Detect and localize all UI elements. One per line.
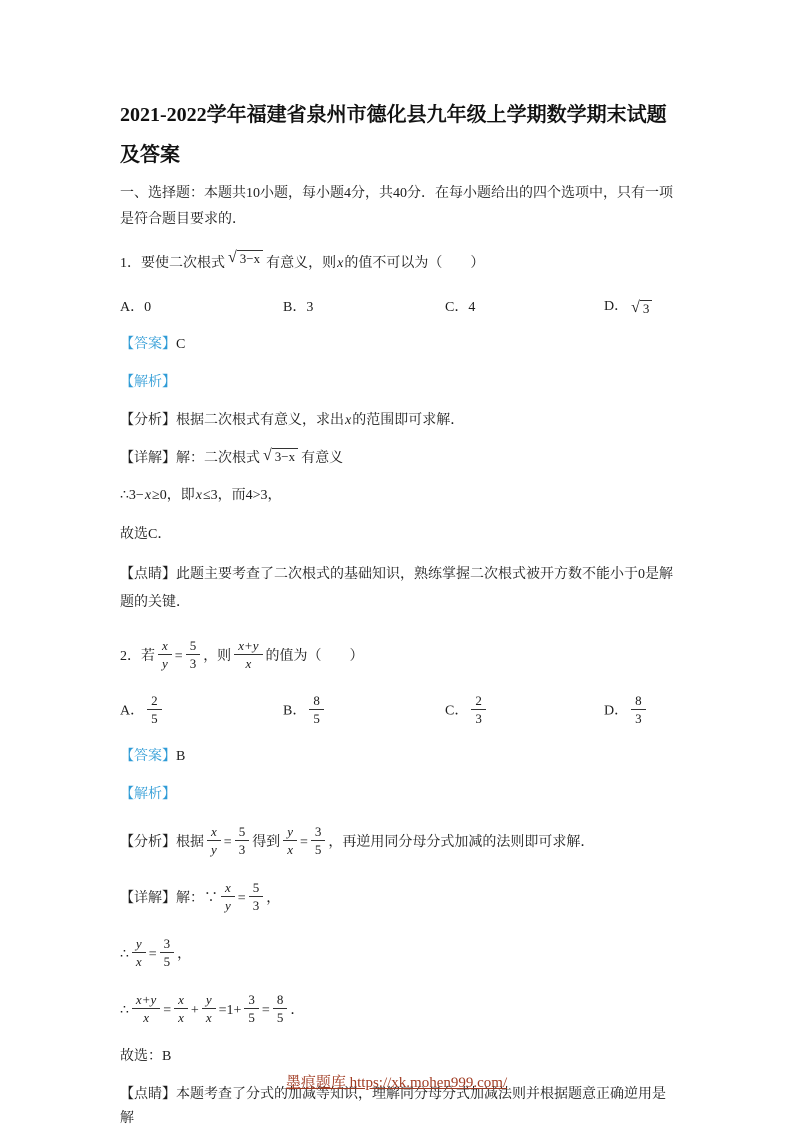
q1-option-c [445,296,604,316]
frac-3-over-5 [311,824,326,857]
answer-label: 【答案】 [120,749,176,764]
frac-x-plus-y-over-x [132,992,160,1025]
frac-numerator: 8 [273,992,288,1009]
frac-numerator: 3 [160,936,175,953]
frac-denominator: x [143,1010,149,1026]
q1-option-c-value: 4 [468,300,476,315]
frac-numerator: y [202,992,216,1009]
frac-numerator: y [283,824,297,841]
frac-x-over-y [158,638,172,671]
q2-option-b [283,692,445,728]
equals-sign: = [237,891,246,906]
frac-numerator: x [174,992,188,1009]
question-2-options [120,691,675,731]
frac-2-over-3 [471,693,486,726]
q2-fenxi-line [120,823,675,863]
q2-fenxi-post: ，再逆用同分母分式加减的法则即可求解． [328,835,595,850]
frac-numerator: x [207,824,221,841]
section-intro: 一、选择题：本题共10小题，每小题4分，共40分．在每小题给出的四个选项中，只有一项是符合题目要求的． [120,186,673,227]
q1-dianjing: 【点睛】此题主要考查了二次根式的基础知识，熟练掌握二次根式被开方数不能小于0是解题的关键． [120,567,673,610]
equals-sign: = [299,835,308,850]
q2-stem-mid: ，则 [203,649,232,664]
frac-denominator: 5 [151,710,158,726]
frac-denominator: x [245,656,252,672]
variable-x: x [337,256,344,271]
frac-denominator: 5 [314,842,322,858]
frac-3-over-5 [160,936,175,969]
q2-option-d-label: D． [604,703,629,719]
q2-xiangjie-mid: =1+ [218,1003,242,1018]
q2-answer-line [120,745,675,769]
equals-sign: = [261,1003,270,1018]
equals-sign: = [174,649,183,664]
frac-numerator: x [221,880,235,897]
q2-xiangjie-line-3 [120,991,675,1031]
frac-numerator: 2 [147,693,162,710]
frac-denominator: 5 [163,954,171,970]
q2-option-c-label: C． [445,703,469,719]
frac-x-over-y [207,824,221,857]
variable-x: x [345,413,352,428]
q1-jiexi-line [120,371,675,395]
frac-denominator: y [225,898,231,914]
q2-answer-value: B [176,749,186,764]
q2-jiexi-line [120,783,675,807]
frac-5-over-3 [249,880,264,913]
frac-numerator: 5 [249,880,264,897]
q2-option-b-label: B． [283,703,307,719]
equals-sign: = [163,1003,172,1018]
frac-denominator: y [211,842,217,858]
radicand: 3 [640,300,653,317]
frac-y-over-x [132,936,146,969]
frac-denominator: 3 [475,710,482,726]
frac-denominator: 5 [248,1010,255,1026]
q1-guxuan: 故选C． [120,527,172,542]
q1-option-b [283,296,445,316]
frac-numerator: 8 [631,693,646,710]
radicand: 3−x [237,250,263,267]
frac-numerator: y [132,936,146,953]
equals-sign: = [148,947,157,962]
q1-stem-pre: 1．要使二次根式 [120,256,225,271]
q1-option-a-value: 0 [144,300,152,315]
frac-numerator: 8 [309,693,324,710]
q1-xiangjie-pre: 【详解】解：二次根式 [120,451,260,466]
q1-option-c-label: C． [445,300,469,315]
jiexi-label: 【解析】 [120,375,176,390]
q1-fenxi-post: 的范围即可求解． [352,413,465,428]
frac-denominator: 5 [276,1010,284,1026]
frac-denominator: 3 [635,710,642,726]
frac-denominator: 3 [238,842,246,858]
q1-fenxi-line [120,409,675,433]
frac-numerator: 2 [471,693,486,710]
q1-stem-post: 的值不可以为（ ） [344,256,485,271]
sqrt-expression [228,249,263,279]
q1-option-d [604,295,675,317]
frac-denominator: 5 [313,710,320,726]
q1-option-b-label: B． [283,300,307,315]
q1-fenxi-pre: 【分析】根据二次根式有意义，求出 [120,413,344,428]
question-1-stem [120,249,675,279]
q2-xiangjie-pre: 【详解】解：∵ [120,891,218,906]
q1-option-a [120,296,283,316]
q1-math-c: ≥0，即 [152,488,195,503]
frac-2-over-5 [147,693,162,726]
frac-numerator: x+y [132,992,160,1009]
q1-stem-mid: 有意义，则 [266,256,337,271]
q2-option-a [120,692,283,728]
frac-5-over-3 [235,824,250,857]
comma: ， [266,891,281,906]
sqrt-expression [631,299,652,317]
frac-8-over-5 [273,992,288,1025]
frac-numerator: x [158,638,172,655]
q1-deduction-line [120,483,675,509]
frac-denominator: x [178,1010,184,1026]
q1-xiangjie-post: 有意义 [301,451,344,466]
frac-denominator: x [287,842,293,858]
jiexi-label: 【解析】 [120,787,176,802]
q1-math-e: ≤3，而4>3， [202,488,282,503]
radical-sign-icon: √ [228,249,237,266]
q1-dianjing-line [120,561,675,617]
frac-numerator: 3 [244,992,259,1009]
frac-x-over-y [221,880,235,913]
q2-stem-pre: 2．若 [120,649,155,664]
equals-sign: = [223,835,232,850]
q2-guxuan: 故选：B [120,1049,172,1064]
q1-answer-line [120,333,675,357]
question-2-stem [120,639,675,675]
variable-x: x [144,488,152,503]
q1-option-b-value: 3 [306,300,314,315]
therefore-sign: ∴ [120,1003,129,1018]
page-title: 2021-2022学年福建省泉州市德化县九年级上学期数学期末试题及答案 [120,104,667,166]
q2-fenxi-pre: 【分析】根据 [120,835,204,850]
comma: ， [177,947,192,962]
footer-watermark: 墨痕题库 https://xk.mohen999.com/ [285,1075,508,1091]
q1-math-a: ∴3− [120,488,144,503]
radical-sign-icon: √ [631,299,640,316]
therefore-sign: ∴ [120,947,129,962]
frac-y-over-x [202,992,216,1025]
q2-stem-post: 的值为（ ） [265,649,364,664]
q2-dianjing: 【点睛】本题考查了分式的加减等知识，理解同分母分式加减法则并根据题意正确逆用是解 [120,1087,666,1126]
frac-numerator: x+y [234,638,262,655]
frac-x-over-x [174,992,188,1025]
q2-conclusion-line [120,1045,675,1069]
answer-label: 【答案】 [120,337,176,352]
radicand: 3−x [272,448,298,465]
site-footer [0,1071,793,1092]
frac-numerator: 3 [311,824,326,841]
q2-xiangjie-line-1 [120,879,675,919]
frac-y-over-x [283,824,297,857]
radical-sign-icon: √ [263,447,272,464]
frac-denominator: 3 [252,898,260,914]
frac-8-over-5 [309,693,324,726]
q1-option-d-label: D． [604,299,629,314]
frac-8-over-3 [631,693,646,726]
q2-fenxi-mid: 得到 [252,835,281,850]
period: ． [290,1003,305,1018]
frac-denominator: x [135,954,142,970]
frac-numerator: 5 [186,638,201,655]
frac-x-plus-y-over-x [234,638,262,671]
q2-option-c [445,692,604,728]
q1-option-a-label: A． [120,300,145,315]
frac-denominator: 3 [189,656,197,672]
frac-denominator: x [205,1010,212,1026]
plus-sign: + [190,1003,199,1018]
variable-x: x [195,488,202,503]
frac-denominator: y [162,656,168,672]
q2-xiangjie-line-2 [120,935,675,975]
q1-answer-value: C [176,337,186,352]
q1-conclusion-line [120,523,675,547]
frac-3-over-5 [244,992,259,1025]
sqrt-expression [263,447,298,471]
frac-numerator: 5 [235,824,250,841]
q2-option-d [604,692,675,728]
q2-option-a-label: A． [120,703,145,719]
frac-5-over-3 [186,638,201,671]
q1-xiangjie-line [120,447,675,471]
question-1-options [120,293,675,319]
